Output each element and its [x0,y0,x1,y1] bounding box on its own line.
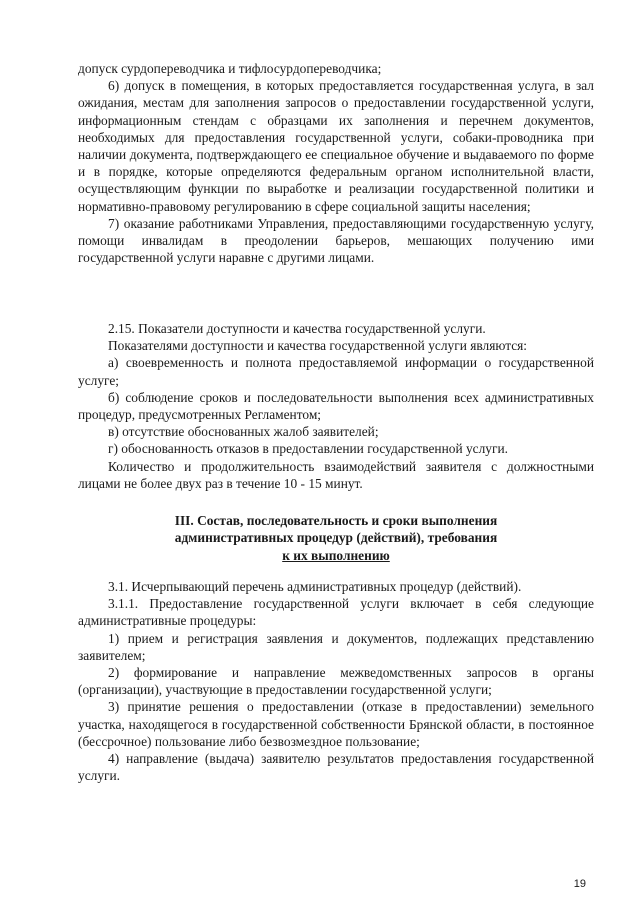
text-block-indicators [78,320,594,492]
paragraph: 3.1.1. Предоставление государственной услуги включает в себя следующие административные процедуры: [78,596,594,629]
list-item: а) своевременность и полнота предоставляемой информации о государственной услуге; [78,355,594,388]
list-item: 2) формирование и направление межведомственных запросов в органы (организации), участвующие в предоставлении государственной услуги; [78,665,594,698]
paragraph: 7) оказание работниками Управления, предоставляющими государственную услугу, помощи инвалидам в преодолении барьеров, мешающих получению ими государственной услуги наравне с другими лицами. [78,215,594,266]
paragraph: Показателями доступности и качества государственной услуги являются: [108,338,528,354]
list-item: 1) прием и регистрация заявления и документов, подлежащих представлению заявителем; [78,630,594,663]
section-heading [78,512,594,564]
list-item: в) отсутствие обоснованных жалоб заявителей; [108,424,379,440]
text-block-accessibility [78,60,594,266]
paragraph: допуск сурдопереводчика и тифлосурдопереводчика; [78,61,382,76]
list-item: б) соблюдение сроков и последовательности выполнения всех административных процедур, предусмотренных Регламентом; [78,389,594,423]
heading-line: административных процедур (действий), требования [174,530,498,546]
heading-line: III. Состав, последовательность и сроки выполнения [174,513,498,528]
paragraph: 6) допуск в помещения, в которых предоставляется государственная услуга, в зал ожидания, местам для заполнения запросов о предоставлении государственной услуги, информационным стендам с образцами их заполнения и перечнем документов, необходимых для предоставления государственной услуги, собаки-проводника при наличии документа, подтверждающего ее специальное обучение и выдаваемого по форме и в порядке, которые определяются федеральным органом исполнительной власти, осуществляющим функции по выработке и реализации государственной политики и нормативно-правовому регулированию в сфере социальной защиты населения; [78,78,594,214]
paragraph: 3.1. Исчерпывающий перечень административных процедур (действий). [108,579,522,594]
section-2-15-title: 2.15. Показатели доступности и качества государственной услуги. [108,321,486,336]
list-item: 4) направление (выдача) заявителю результатов предоставления государственной услуги. [78,751,594,784]
list-item: г) обоснованность отказов в предоставлении государственной услуги. [108,441,508,457]
heading-line: к их выполнению [282,547,390,563]
list-item: 3) принятие решения о предоставлении (отказе в предоставлении) земельного участка, находящегося в государственной собственности Брянской области, в постоянное (бессрочное) пользование либо безвозмездное пользование; [78,699,594,749]
page-number: 19 [573,878,586,890]
text-block-procedures [78,578,594,784]
paragraph: Количество и продолжительность взаимодействий заявителя с должностными лицами не более двух раз в течение 10 - 15 минут. [78,458,594,491]
